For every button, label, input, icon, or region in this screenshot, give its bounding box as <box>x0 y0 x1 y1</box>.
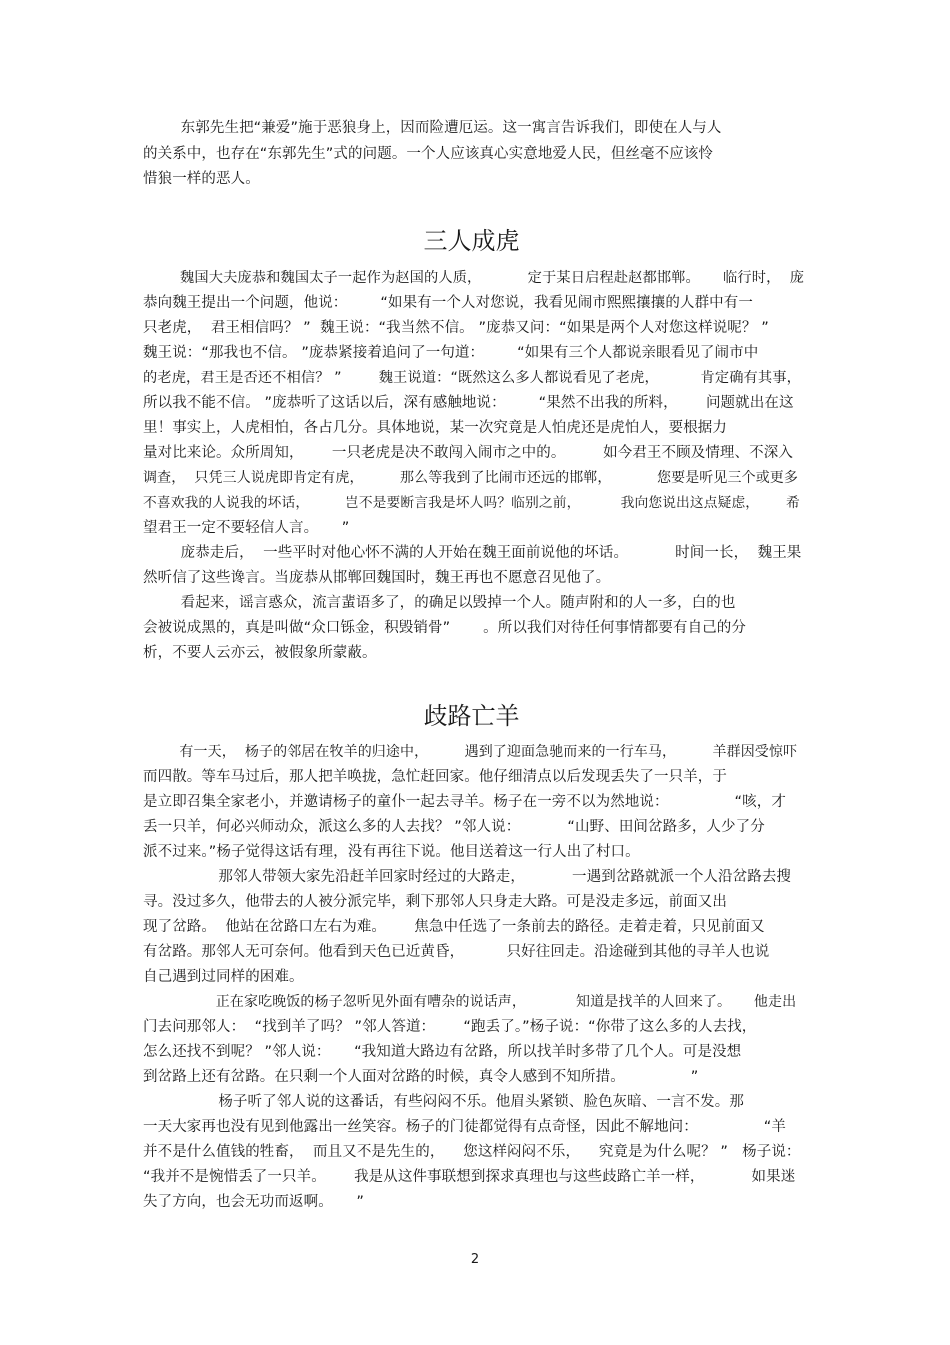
section-title: 歧路亡羊 <box>423 702 520 730</box>
body-line: 有岔路。那邻人无可奈何。他看到天色已近黄昏， 只好往回走。沿途碰到其他的寻羊人也说 <box>143 944 770 960</box>
body-line: 的老虎，君王是否还不相信？ ” 魏王说道：“既然这么多人都说看见了老虎， 肯定确有其事， <box>143 370 801 386</box>
body-line: 调查， 只凭三人说虎即肯定有虎， 那么等我到了比闹市还远的邯郸， 您要是听见三个或更多 <box>143 470 799 486</box>
body-line: 到岔路上还有岔路。在只剩一个人面对岔路的时候，真令人感到不知所措。 ” <box>143 1069 699 1085</box>
intro-line: 东郭先生把“兼爱”施于恶狼身上，因而险遭厄运。这一寓言告诉我们，即使在人与人 <box>143 120 722 136</box>
body-line: 魏国大夫庞恭和魏国太子一起作为赵国的人质， 定于某日启程赴赵都邯郸。 临行时， 庞 <box>143 270 805 286</box>
intro-line: 惜狼一样的恶人。 <box>143 171 260 187</box>
body-line: 而四散。等车马过后，那人把羊唤拢，急忙赶回家。他仔细清点以后发现丢失了一只羊，于 <box>143 769 727 785</box>
body-line: 只老虎， 君王相信吗？ ” 魏王说：“我当然不信。 ”庞恭又问：“如果是两个人对您这样说呢？ ” <box>143 320 769 336</box>
body-line: 自己遇到过同样的困难。 <box>143 969 304 985</box>
body-line: 恭向魏王提出一个问题，他说： “如果有一个人对您说，我看见闹市熙熙攘攘的人群中有一 <box>143 295 753 311</box>
body-line: 庞恭走后， 一些平时对他心怀不满的人开始在魏王面前说他的坏话。 时间一长， 魏王果 <box>143 545 802 561</box>
body-line: 并不是什么值钱的牲畜， 而且又不是先生的， 您这样闷闷不乐， 究竟是为什么呢？ ” 杨子说： <box>143 1144 801 1160</box>
body-line: 正在家吃晚饭的杨子忽听见外面有嘈杂的说话声， 知道是找羊的人回来了。 他走出 <box>143 994 797 1010</box>
body-line: 有一天， 杨子的邻居在牧羊的归途中， 遇到了迎面急驰而来的一行车马， 羊群因受惊吓 <box>143 744 798 760</box>
body-line: 一天大家再也没有见到他露出一丝笑容。杨子的门徒都觉得有点奇怪，因此不解地问： “羊 <box>143 1119 786 1135</box>
body-line: 现了岔路。 他站在岔路口左右为难。 焦急中任选了一条前去的路径。走着走着，只见前面又 <box>143 919 765 935</box>
body-line: 析，不要人云亦云，被假象所蒙蔽。 <box>143 645 377 661</box>
body-line: 怎么还找不到呢？ ”邻人说： “我知道大路边有岔路，所以找羊时多带了几个人。可是没想 <box>143 1044 742 1060</box>
body-line: 派不过来。”杨子觉得这话有理，没有再往下说。他目送着这一行人出了村口。 <box>143 844 640 860</box>
body-line: 量对比来论。众所周知， 一只老虎是决不敢闯入闹市之中的。 如今君王不顾及情理、不深入 <box>143 445 793 461</box>
body-line: 失了方向，也会无功而返啊。 ” <box>143 1194 364 1210</box>
body-line: 丢一只羊，何必兴师动众，派这么多的人去找？ ”邻人说： “山野、田间岔路多，人少了分 <box>143 819 765 835</box>
body-line: 望君王一定不要轻信人言。 ” <box>143 520 350 536</box>
intro-line: 的关系中，也存在“东郭先生”式的问题。一个人应该真心实意地爱人民，但丝毫不应该怜 <box>143 146 714 162</box>
body-line: 魏王说：“那我也不信。 ”庞恭紧接着追问了一句道： “如果有三个人都说亲眼看见了闹市中 <box>143 345 759 361</box>
body-line: 会被说成黑的，真是叫做“众口铄金，积毁销骨” 。所以我们对待任何事情都要有自己的分 <box>143 620 746 636</box>
body-line: “我并不是惋惜丢了一只羊。 我是从这件事联想到探求真理也与这些歧路亡羊一样， 如果迷 <box>143 1169 796 1185</box>
body-line: 不喜欢我的人说我的坏话， 岂不是要断言我是坏人吗？临别之前， 我向您说出这点疑虑， 希 <box>143 495 800 511</box>
body-line: 看起来，谣言惑众，流言蜚语多了，的确足以毁掉一个人。随声附和的人一多，白的也 <box>143 595 736 611</box>
body-line: 是立即召集全家老小，并邀请杨子的童仆一起去寻羊。杨子在一旁不以为然地说： “咳，才 <box>143 794 786 810</box>
section-title: 三人成虎 <box>423 227 520 255</box>
body-line: 所以我不能不信。 ”庞恭听了这话以后，深有感触地说： “果然不出我的所料， 问题就出在这 <box>143 395 794 411</box>
body-line: 那邻人带领大家先沿赶羊回家时经过的大路走， 一遇到岔路就派一个人沿岔路去搜 <box>143 869 792 885</box>
body-line: 然听信了这些谗言。当庞恭从邯郸回魏国时，魏王再也不愿意召见他了。 <box>143 570 611 586</box>
body-line: 杨子听了邻人说的这番话，有些闷闷不乐。他眉头紧锁、脸色灰暗、一言不发。那 <box>143 1094 744 1110</box>
body-line: 寻。没过多久，他带去的人被分派完毕，剩下那邻人只身走大路。可是没走多远，前面又出 <box>143 894 727 910</box>
body-line: 门去问那邻人： “找到羊了吗？ ”邻人答道： “跑丢了。”杨子说：“你带了这么多的人去找， <box>143 1019 757 1035</box>
page-number: 2 <box>470 1252 480 1267</box>
body-line: 里！事实上，人虎相怕，各占几分。具体地说，某一次究竟是人怕虎还是虎怕人，要根据力 <box>143 420 727 436</box>
